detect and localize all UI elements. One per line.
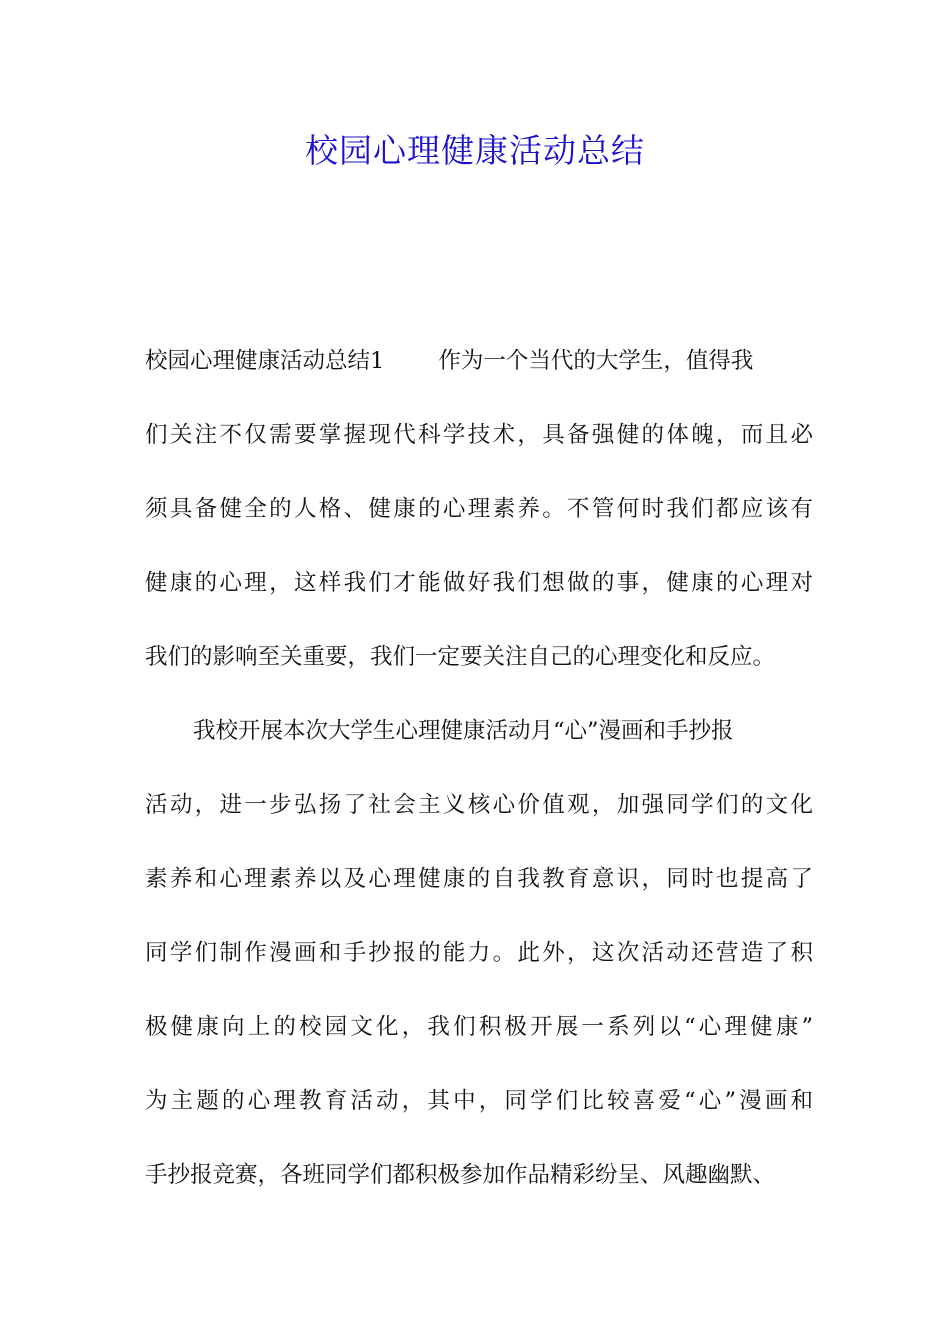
text-line: 同学们制作漫画和手抄报的能力。此外，这次活动还营造了积 [145, 940, 813, 966]
text-line: 素养和心理素养以及心理健康的自我教育意识，同时也提高了 [145, 866, 813, 892]
text-line: 活动，进一步弘扬了社会主义核心价值观，加强同学们的文化 [145, 792, 813, 818]
text-line [145, 333, 813, 407]
text-line: 为主题的心理教育活动，其中，同学们比较喜爱“心”漫画和 [145, 1088, 813, 1114]
document-title: 校园心理健康活动总结 [305, 131, 645, 170]
text-line: 们关注不仅需要掌握现代科学技术，具备强健的体魄，而且必 [145, 422, 813, 448]
paragraph-text: 作为一个当代的大学生，值得我 [438, 348, 754, 374]
text-line: 手抄报竞赛，各班同学们都积极参加作品精彩纷呈、风趣幽默、 [145, 1162, 776, 1188]
text-line: 我们的影响至关重要，我们一定要关注自己的心理变化和反应。 [145, 644, 776, 670]
text-line: 须具备健全的人格、健康的心理素养。不管何时我们都应该有 [145, 496, 813, 522]
section-heading: 校园心理健康活动总结1 [145, 348, 385, 374]
text-line: 健康的心理，这样我们才能做好我们想做的事，健康的心理对 [145, 570, 813, 596]
text-line: 极健康向上的校园文化，我们积极开展一系列以“心理健康” [145, 1014, 813, 1040]
text-line: 我校开展本次大学生心理健康活动月“心”漫画和手抄报 [193, 718, 734, 744]
document-body [145, 333, 813, 1221]
